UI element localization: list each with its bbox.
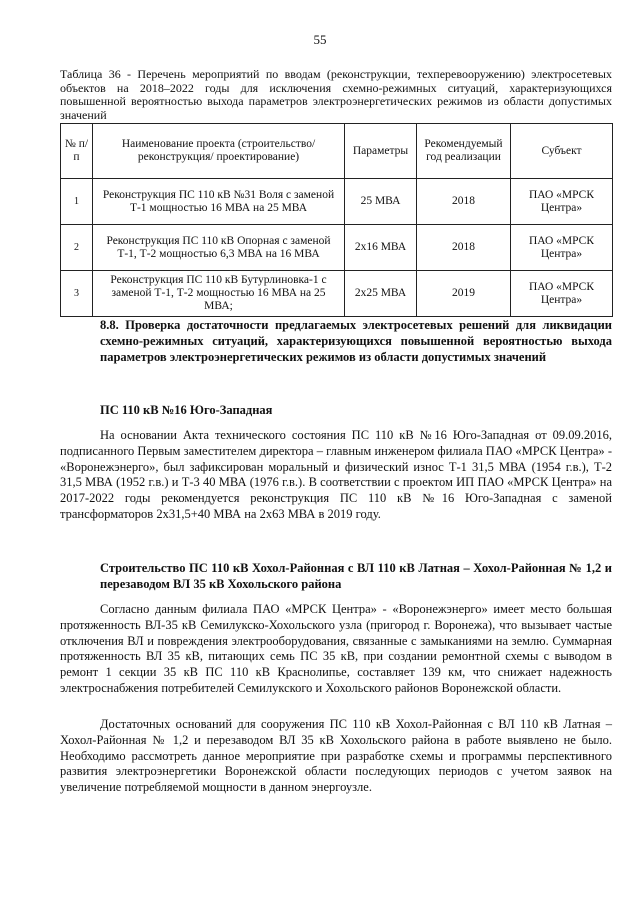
table-row (61, 225, 613, 271)
table-row (61, 179, 613, 225)
row-year: 2019 (417, 271, 511, 317)
table-header-row (61, 124, 613, 179)
row-number: 1 (61, 179, 93, 225)
row-number: 2 (61, 225, 93, 271)
table-caption: Таблица 36 - Перечень мероприятий по вводам (реконструкции, техперевооружению) электросетевых объектов на 2018–2022 годы для исключения схемно-режимных ситуаций, характеризующихся повышенной вероятностью выхода параметров электроэнергетических режимов из области допустимых значений (60, 67, 612, 122)
row-subject: ПАО «МРСК Центра» (511, 179, 613, 225)
header-number: № п/п (61, 124, 93, 179)
row-project-name: Реконструкция ПС 110 кВ Опорная с заменой Т-1, Т-2 мощностью 6,3 МВА на 16 МВА (93, 225, 345, 271)
header-subject: Субъект (511, 124, 613, 179)
subsection-heading-khokhol-raionnaya: Строительство ПС 110 кВ Хохол-Районная с ВЛ 110 кВ Латная – Хохол-Районная № 1,2 и перезаводом ВЛ 35 кВ Хохольского района (100, 561, 612, 591)
row-subject: ПАО «МРСК Центра» (511, 271, 613, 317)
row-parameters: 2х16 МВА (345, 225, 417, 271)
paragraph-yugo-zapadnaya: На основании Акта технического состояния ПС 110 кВ №16 Юго-Западная от 09.09.2016, подписанного Первым заместителем директора – главным инженером филиала ПАО «МРСК Центра» - «Воронежэнерго», был зафиксирован моральный и физический износ Т-1 31,5 МВА (1954 г.в.), Т-2 31,5 МВА (1952 г.в.) и Т-3 40 МВА (1976 г.в.). В соответствии с проектом ИП ПАО «МРСК Центра» на 2017-2022 годы рекомендуется реконструкция ПС 110 кВ №16 Юго-Западная с заменой трансформаторов 2х31,5+40 МВА на 2х63 МВА в 2019 году. (60, 428, 612, 521)
header-parameters: Параметры (345, 124, 417, 179)
row-parameters: 2х25 МВА (345, 271, 417, 317)
subsection-heading-yugo-zapadnaya: ПС 110 кВ №16 Юго-Западная (100, 403, 273, 417)
row-project-name: Реконструкция ПС 110 кВ №31 Воля с заменой Т-1 мощностью 16 МВА на 25 МВА (93, 179, 345, 225)
projects-table (60, 123, 613, 317)
row-subject: ПАО «МРСК Центра» (511, 225, 613, 271)
section-8-8-heading: 8.8. Проверка достаточности предлагаемых электросетевых решений для ликвидации схемно-режимных ситуаций, характеризующихся повышенной вероятностью выхода параметров электроэнергетических режимов из области допустимых значений (100, 318, 612, 364)
row-year: 2018 (417, 179, 511, 225)
row-year: 2018 (417, 225, 511, 271)
header-project-name: Наименование проекта (строительство/реконструкция/ проектирование) (93, 124, 345, 179)
row-project-name: Реконструкция ПС 110 кВ Бутурлиновка-1 с заменой Т-1, Т-2 мощностью 16 МВА на 25 МВА; (93, 271, 345, 317)
table-row (61, 271, 613, 317)
row-number: 3 (61, 271, 93, 317)
row-parameters: 25 МВА (345, 179, 417, 225)
page-number: 55 (313, 32, 327, 47)
header-recommended-year: Рекомендуемый год реализации (417, 124, 511, 179)
paragraph-khokhol-raionnaya-1: Согласно данным филиала ПАО «МРСК Центра» - «Воронежэнерго» имеет место большая протяженность ВЛ-35 кВ Семилукско-Хохольского узла (пригород г. Воронежа), что вызывает частые отключения ВЛ и повреждения электрооборудования, связанные с замыканиями на землю. Суммарная протяженность ВЛ 35 кВ, питающих семь ПС 35 кВ, при создании ремонтной схемы с выводом в ремонт 1 секции 35 кВ ПС 110 кВ Краснолипье, составляет 139 км, что снижает надежность электроснабжения потребителей Семилукского и Хохольского районов Воронежской области. (60, 602, 612, 695)
paragraph-khokhol-raionnaya-2: Достаточных оснований для сооружения ПС 110 кВ Хохол-Районная с ВЛ 110 кВ Латная – Хохол-Районная № 1,2 и перезаводом ВЛ 35 кВ Хохольского района в работе выявлено не было. Необходимо рассмотреть данное мероприятие при разработке схемы и программы перспективного развития электроэнергетики Воронежской области последующих периодов с учетом заявок на увеличение потребляемой мощности в данном энергоузле. (60, 717, 612, 795)
